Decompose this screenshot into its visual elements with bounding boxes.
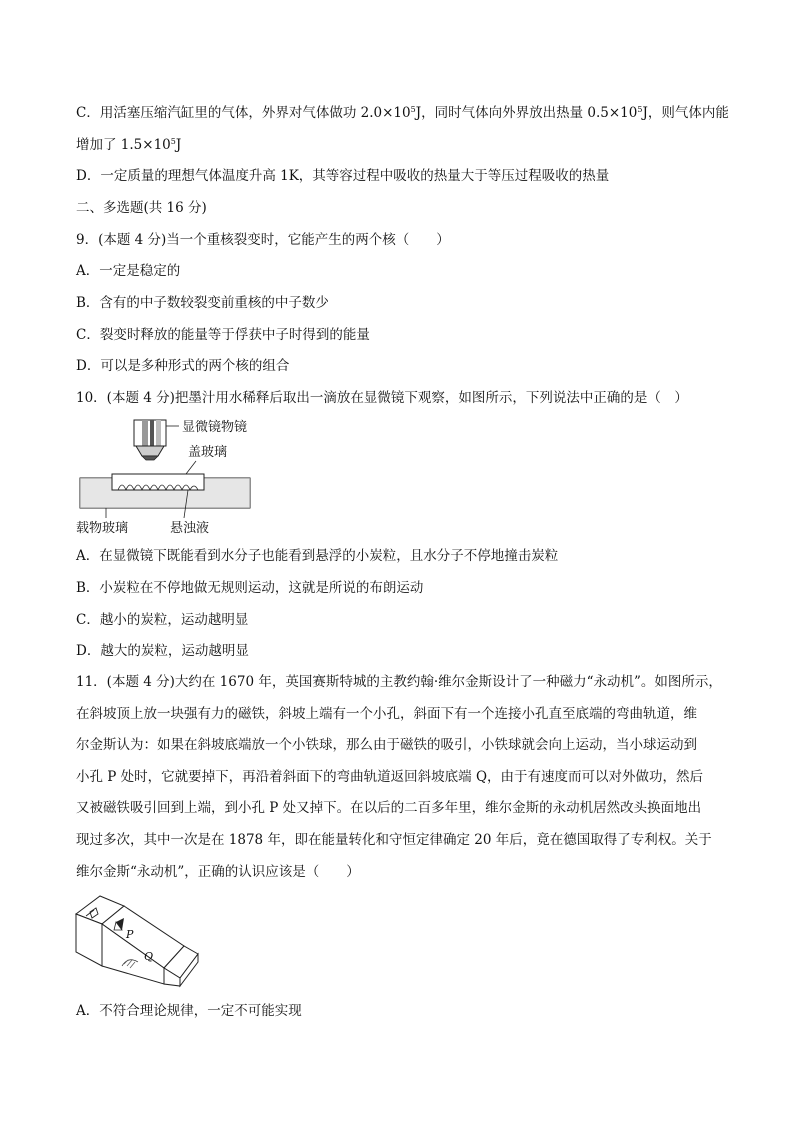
q9-option-d: D．可以是多种形式的两个核的组合 (76, 358, 290, 374)
q9-stem: 9．(本题 4 分)当一个重核裂变时，它能产生的两个核（ ） (76, 232, 450, 248)
q8-option-c-exp2: 5 (637, 105, 643, 114)
q10-option-a: A．在显微镜下既能看到水分子也能看到悬浮的小炭粒，且水分子不停地撞击炭粒 (76, 548, 559, 564)
label-cover-glass: 盖玻璃 (188, 445, 228, 460)
q8-option-c-exp1: 5 (410, 105, 416, 114)
q8-option-c-line1 (76, 98, 732, 130)
q10-stem: 10．(本题 4 分)把墨汁用水稀释后取出一滴放在显微镜下观察，如图所示，下列说法中正确的是（ ） (76, 390, 688, 406)
q11-line-7: 维尔金斯“永动机”，正确的认识应该是（ ） (76, 863, 360, 880)
q9-option-a: A．一定是稳定的 (76, 263, 181, 279)
q10-option-c: C．越小的炭粒，运动越明显 (76, 612, 249, 628)
q11-line-6: 现过多次，其中一次是在 1878 年，即在能量转化和守恒定律确定 20 年后，竟在德国取得了专利权。关于 (76, 831, 712, 848)
q8-option-c-text-e: J (175, 136, 182, 153)
q11-stem (76, 667, 732, 888)
q11-line-4: 小孔 P 处时，它就要掉下，再沿着斜面下的弯曲轨道返回斜坡底端 Q，由于有速度而可以对外做功，然后 (76, 768, 704, 785)
q8-option-c-text-b: J，同时气体向外界放出热量 0.5×10 (415, 105, 638, 121)
microscope-objective-icon (134, 420, 166, 460)
q11-line-5: 又被磁铁吸引回到上端，到小孔 P 处又掉下。在以后的二百多年里，维尔金斯的永动机居然改头换面地出 (76, 800, 702, 817)
q8-option-d: D．一定质量的理想气体温度升高 1K，其等容过程中吸收的热量大于等压过程吸收的热量 (76, 168, 610, 184)
q10-option-d: D．越大的炭粒，运动越明显 (76, 643, 249, 659)
microscope-figure (76, 414, 276, 540)
q8-option-c-exp3: 5 (170, 136, 176, 146)
label-suspension: 悬浊液 (170, 521, 210, 536)
q8-option-c-text-a: C．用活塞压缩汽缸里的气体，外界对气体做功 2.0×10 (76, 105, 411, 121)
q9-option-b: B．含有的中子数较裂变前重核的中子数少 (76, 295, 329, 311)
q8-option-c (76, 98, 732, 161)
label-objective: 显微镜物镜 (182, 420, 248, 435)
q11-line-3: 尔金斯认为：如果在斜坡底端放一个小铁球，那么由于磁铁的吸引，小铁球就会向上运动，当小球运动到 (76, 737, 697, 754)
label-q: Q (144, 950, 154, 963)
perpetual-motion-figure (72, 888, 202, 988)
q9-option-c: C．裂变时释放的能量等于俘获中子时得到的能量 (76, 327, 370, 343)
section-heading-multiple-choice: 二、多选题(共 16 分) (76, 200, 207, 216)
q11-option-a: A．不符合理论规律，一定不可能实现 (76, 1003, 302, 1019)
q8-option-c-text-d: 增加了 1.5×10 (76, 136, 171, 153)
q8-option-c-text-c: J，则气体内能 (642, 105, 729, 121)
label-slide-glass: 载物玻璃 (76, 521, 129, 536)
q11-line-2: 在斜坡顶上放一块强有力的磁铁，斜坡上端有一个小孔，斜面下有一个连接小孔直至底端的弯曲轨道，维 (76, 705, 697, 722)
q10-option-b: B．小炭粒在不停地做无规则运动，这就是所说的布朗运动 (76, 580, 424, 596)
q8-option-c-line2 (76, 130, 732, 162)
q11-line-1: 11．(本题 4 分)大约在 1670 年，英国赛斯特城的主教约翰·维尔金斯设计了一种磁力“永动机”。如图所示， (76, 674, 722, 690)
cover-glass (112, 474, 204, 490)
label-p: P (126, 928, 134, 941)
